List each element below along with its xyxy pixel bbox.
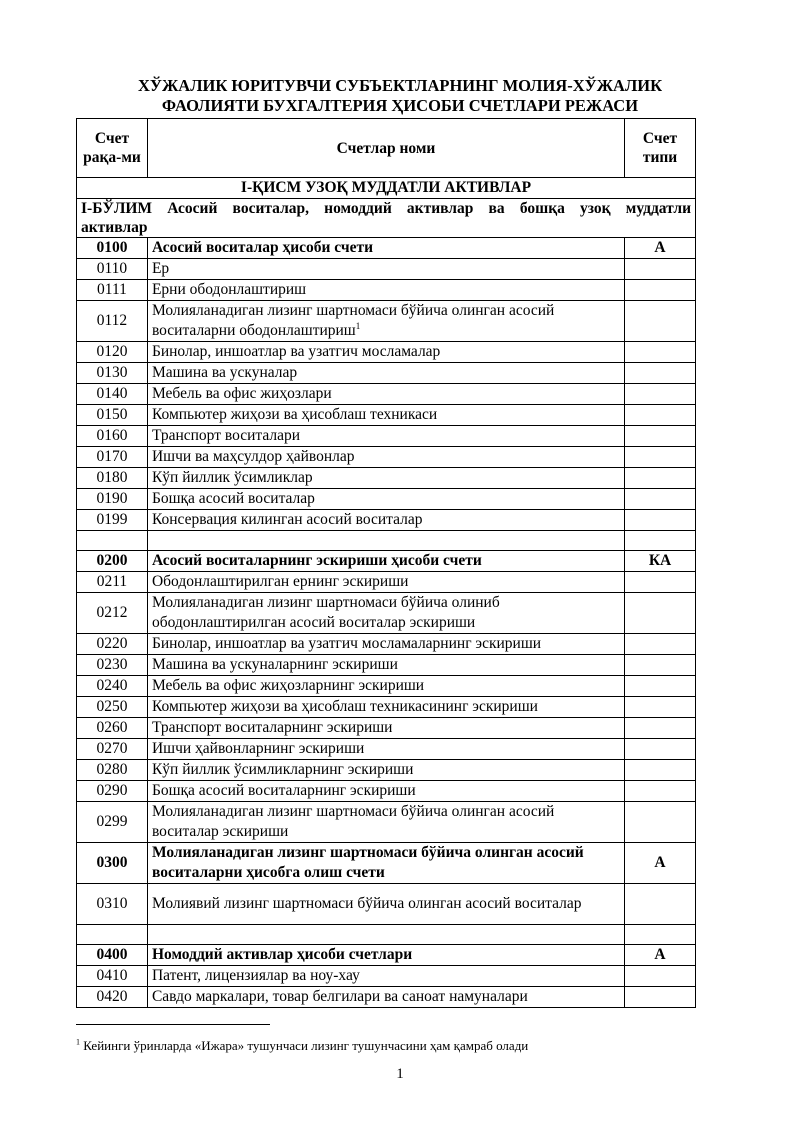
table-row	[77, 238, 696, 259]
table-row	[77, 280, 696, 301]
account-number: 0211	[77, 572, 148, 593]
account-name-text: Машина ва ускуналар	[151, 364, 298, 381]
blank-cell	[77, 925, 148, 945]
account-type	[625, 384, 696, 405]
account-type	[625, 802, 696, 843]
account-type	[625, 342, 696, 363]
table-row	[77, 384, 696, 405]
account-name	[147, 384, 624, 405]
account-name	[147, 363, 624, 384]
title-line-2: ФАОЛИЯТИ БУХГАЛТЕРИЯ ҲИСОБИ СЧЕТЛАРИ РЕЖАСИ	[161, 96, 639, 115]
blank-cell	[625, 925, 696, 945]
table-row	[77, 781, 696, 802]
account-name	[147, 551, 624, 572]
account-name-text: Бинолар, иншоатлар ва узатгич мосламалар	[151, 343, 441, 360]
footnote-reference: 1	[355, 320, 361, 331]
account-type	[625, 781, 696, 802]
account-type	[625, 572, 696, 593]
table-row	[77, 697, 696, 718]
account-number: 0199	[77, 510, 148, 531]
account-type	[625, 987, 696, 1008]
account-number: 0180	[77, 468, 148, 489]
blank-cell	[147, 925, 624, 945]
account-type	[625, 760, 696, 781]
footnote-text: Кейинги ўринларда «Ижара» тушунчаси лизинг тушунчасини ҳам қамраб олади	[83, 1038, 529, 1053]
blank-row	[77, 925, 696, 945]
section-heading	[77, 199, 696, 238]
account-type	[625, 280, 696, 301]
footnote	[76, 1038, 528, 1054]
account-name-text: Транспорт воситалари	[151, 427, 301, 444]
account-name	[147, 468, 624, 489]
account-number: 0299	[77, 802, 148, 843]
account-number: 0280	[77, 760, 148, 781]
account-number: 0300	[77, 843, 148, 884]
account-number: 0420	[77, 987, 148, 1008]
account-name-text: Мебель ва офис жиҳозлари	[151, 385, 332, 402]
account-number: 0200	[77, 551, 148, 572]
table-row	[77, 301, 696, 342]
table-row	[77, 551, 696, 572]
account-name-text: Бинолар, иншоатлар ва узатгич мосламаларнинг эскириши	[151, 635, 542, 652]
account-name-text: Ер	[151, 260, 170, 277]
table-row	[77, 843, 696, 884]
account-number: 0400	[77, 945, 148, 966]
account-number: 0230	[77, 655, 148, 676]
account-number: 0290	[77, 781, 148, 802]
account-type	[625, 301, 696, 342]
account-number: 0250	[77, 697, 148, 718]
account-name-text: Номоддий активлар ҳисоби счетлари	[151, 946, 413, 963]
footnote-divider	[76, 1024, 270, 1025]
account-type	[625, 634, 696, 655]
account-number: 0270	[77, 739, 148, 760]
account-name-text: Ишчи ҳайвонларнинг эскириши	[151, 740, 365, 757]
account-name-text: Ишчи ва маҳсулдор ҳайвонлар	[151, 448, 355, 465]
table-row	[77, 593, 696, 634]
account-name	[147, 593, 624, 634]
account-type	[625, 718, 696, 739]
account-number: 0410	[77, 966, 148, 987]
page-number: 1	[396, 1066, 404, 1082]
account-number: 0150	[77, 405, 148, 426]
account-name	[147, 676, 624, 697]
account-name	[147, 739, 624, 760]
account-type	[625, 405, 696, 426]
table-row	[77, 259, 696, 280]
account-name	[147, 781, 624, 802]
account-name	[147, 259, 624, 280]
account-name-text: Машина ва ускуналарнинг эскириши	[151, 656, 398, 673]
table-row	[77, 489, 696, 510]
header-account-number: Счет рақа-ми	[77, 119, 148, 178]
account-name-text: Савдо маркалари, товар белгилари ва саноат намуналари	[151, 988, 528, 1005]
table-row	[77, 510, 696, 531]
account-name	[147, 301, 624, 342]
account-name-text: Молияланадиган лизинг шартномаси бўйича олинган асосий воситалар эскириши	[151, 803, 555, 840]
table-row	[77, 447, 696, 468]
table-row	[77, 426, 696, 447]
blank-cell	[77, 531, 148, 551]
account-number: 0140	[77, 384, 148, 405]
account-name-text: Кўп йиллик ўсимликлар	[151, 469, 313, 486]
account-name-text: Бошқа асосий воситаларнинг эскириши	[151, 782, 416, 799]
account-name-text: Мебель ва офис жиҳозларнинг эскириши	[151, 677, 425, 694]
header-account-type: Счет типи	[625, 119, 696, 178]
table-row	[77, 966, 696, 987]
account-number: 0111	[77, 280, 148, 301]
account-type	[625, 676, 696, 697]
account-name	[147, 760, 624, 781]
account-type	[625, 447, 696, 468]
account-type	[625, 259, 696, 280]
table-row	[77, 987, 696, 1008]
account-name	[147, 945, 624, 966]
account-number: 0310	[77, 884, 148, 925]
account-number: 0160	[77, 426, 148, 447]
account-name-text: Ободонлаштирилган ернинг эскириши	[151, 573, 409, 590]
account-type	[625, 739, 696, 760]
table-row	[77, 342, 696, 363]
table-row	[77, 363, 696, 384]
table-row	[77, 405, 696, 426]
chart-of-accounts-table	[76, 118, 696, 1008]
account-name	[147, 697, 624, 718]
account-name	[147, 843, 624, 884]
account-name-text: Компьютер жиҳози ва ҳисоблаш техникаси	[151, 406, 438, 423]
account-name	[147, 655, 624, 676]
account-type: А	[625, 945, 696, 966]
account-type	[625, 697, 696, 718]
account-name-text: Консервация килинган асосий воситалар	[151, 511, 423, 528]
document-title	[0, 76, 800, 116]
section-heading-line-2: активлар	[81, 219, 148, 236]
account-number: 0212	[77, 593, 148, 634]
account-type	[625, 884, 696, 925]
account-name	[147, 426, 624, 447]
section-heading-line-1: I-БЎЛИМ Асосий воситалар, номоддий активлар ва бошқа узоқ муддатли	[81, 200, 691, 217]
account-name	[147, 280, 624, 301]
account-name	[147, 966, 624, 987]
table-row	[77, 884, 696, 925]
account-name	[147, 342, 624, 363]
account-name-text: Патент, лицензиялар ва ноу-хау	[151, 967, 360, 984]
account-name	[147, 802, 624, 843]
table-row	[77, 655, 696, 676]
account-type	[625, 363, 696, 384]
account-name	[147, 238, 624, 259]
account-name-text: Транспорт воситаларнинг эскириши	[151, 719, 393, 736]
blank-cell	[147, 531, 624, 551]
account-type	[625, 489, 696, 510]
table-row	[77, 802, 696, 843]
account-name-text: Бошқа асосий воситалар	[151, 490, 315, 507]
account-type: А	[625, 238, 696, 259]
account-number: 0240	[77, 676, 148, 697]
account-type	[625, 593, 696, 634]
account-name-text: Компьютер жиҳози ва ҳисоблаш техникасининг эскириши	[151, 698, 538, 715]
account-name	[147, 884, 624, 925]
account-name-text: Молияланадиган лизинг шартномаси бўйича олинган асосий воситаларни ободонлаштириш	[151, 302, 555, 339]
account-type: А	[625, 843, 696, 884]
account-number: 0130	[77, 363, 148, 384]
table-header-row	[77, 119, 696, 178]
account-name	[147, 634, 624, 655]
table-row	[77, 739, 696, 760]
account-name	[147, 510, 624, 531]
account-number: 0110	[77, 259, 148, 280]
footnote-mark: 1	[76, 1037, 80, 1047]
table-row	[77, 634, 696, 655]
account-name	[147, 405, 624, 426]
account-name-text: Молияланадиган лизинг шартномаси бўйича олиниб ободонлаштирилган асосий воситалар эскириши	[151, 594, 500, 631]
part-heading-row	[77, 178, 696, 199]
account-number: 0170	[77, 447, 148, 468]
account-number: 0112	[77, 301, 148, 342]
account-type	[625, 510, 696, 531]
part-heading: I-ҚИСМ УЗОҚ МУДДАТЛИ АКТИВЛАР	[77, 178, 696, 199]
account-number: 0120	[77, 342, 148, 363]
account-name-text: Кўп йиллик ўсимликларнинг эскириши	[151, 761, 414, 778]
title-line-1: ХЎЖАЛИК ЮРИТУВЧИ СУБЪЕКТЛАРНИНГ МОЛИЯ-ХЎЖАЛИК	[137, 76, 663, 95]
account-number: 0100	[77, 238, 148, 259]
account-type: КА	[625, 551, 696, 572]
header-account-name: Счетлар номи	[147, 119, 624, 178]
account-type	[625, 426, 696, 447]
account-name-text: Молиявий лизинг шартномаси бўйича олинган асосий воситалар	[151, 895, 582, 912]
account-name-text: Асосий воситалар ҳисоби счети	[151, 239, 374, 256]
table-row	[77, 468, 696, 489]
table-row	[77, 572, 696, 593]
blank-cell	[625, 531, 696, 551]
account-name	[147, 987, 624, 1008]
account-number: 0260	[77, 718, 148, 739]
account-type	[625, 655, 696, 676]
account-name	[147, 489, 624, 510]
account-name-text: Асосий воситаларнинг эскириши ҳисоби счети	[151, 552, 482, 569]
account-type	[625, 468, 696, 489]
table-row	[77, 945, 696, 966]
account-name	[147, 572, 624, 593]
table-row	[77, 718, 696, 739]
account-name-text: Молияланадиган лизинг шартномаси бўйича олинган асосий воситаларни ҳисобга олиш счети	[151, 844, 584, 881]
account-name	[147, 718, 624, 739]
account-number: 0220	[77, 634, 148, 655]
table-row	[77, 760, 696, 781]
table-row	[77, 676, 696, 697]
account-type	[625, 966, 696, 987]
section-heading-row	[77, 199, 696, 238]
blank-row	[77, 531, 696, 551]
account-name	[147, 447, 624, 468]
account-name-text: Ерни ободонлаштириш	[151, 281, 307, 298]
account-number: 0190	[77, 489, 148, 510]
